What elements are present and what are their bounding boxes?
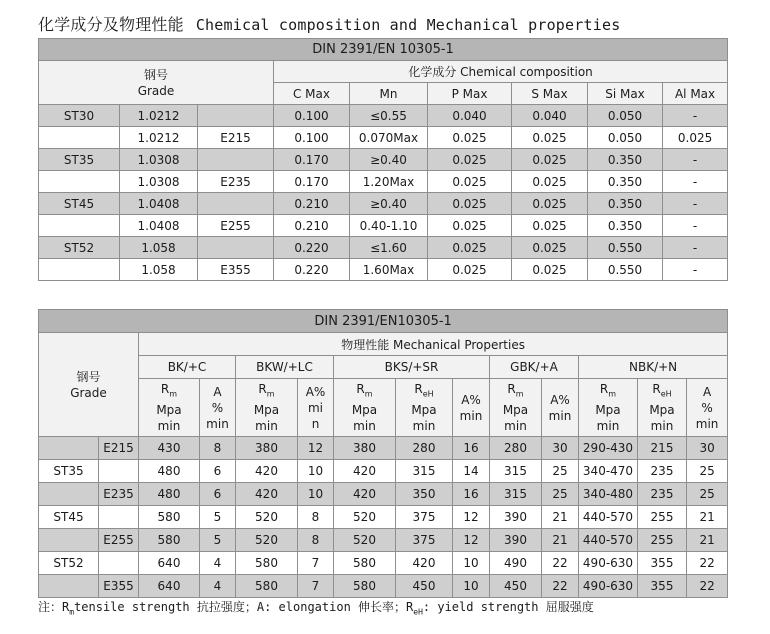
chem-cell: 0.040 bbox=[512, 105, 588, 127]
chem-cell: 0.025 bbox=[428, 215, 512, 237]
mech-cell: 8 bbox=[298, 529, 334, 552]
mech-cell: 255 bbox=[638, 506, 687, 529]
chem-cell: 0.025 bbox=[428, 259, 512, 281]
unit-symbol: $R_m$ bbox=[258, 382, 275, 399]
unit-symbol: A bbox=[213, 384, 222, 399]
chem-cell: 0.210 bbox=[274, 215, 350, 237]
chem-cell: 0.170 bbox=[274, 149, 350, 171]
mech-cell: 215 bbox=[638, 437, 687, 460]
mech-cell: 580 bbox=[236, 575, 298, 598]
chem-cell: 1.0408 bbox=[120, 215, 198, 237]
mech-cell: 480 bbox=[139, 483, 200, 506]
chem-cell: ST30 bbox=[39, 105, 120, 127]
chem-cell bbox=[198, 149, 274, 171]
condition-header: NBK/+N bbox=[579, 356, 728, 379]
chem-cell: - bbox=[663, 259, 728, 281]
unit-header bbox=[236, 379, 298, 437]
unit-min: min bbox=[157, 419, 181, 434]
mech-cell: 350 bbox=[396, 483, 453, 506]
unit-min: min bbox=[353, 419, 376, 434]
mech-cell: 7 bbox=[298, 575, 334, 598]
unit-min: min bbox=[695, 416, 719, 431]
unit-min: min bbox=[596, 419, 620, 434]
mech-cell: 390 bbox=[490, 529, 542, 552]
mech-cell: 6 bbox=[200, 460, 236, 483]
chem-cell: ≥0.40 bbox=[350, 193, 428, 215]
title-en: Chemical composition and Mechanical properties bbox=[195, 16, 621, 34]
composition-header: 化学成分 Chemical composition bbox=[274, 61, 728, 83]
mech-cell: 580 bbox=[334, 552, 396, 575]
mech-cell: 490-630 bbox=[579, 552, 638, 575]
mech-cell: 7 bbox=[298, 552, 334, 575]
mech-cell: E355 bbox=[99, 575, 139, 598]
chem-cell: 1.058 bbox=[120, 259, 198, 281]
chem-cell: - bbox=[663, 215, 728, 237]
mech-cell: 22 bbox=[542, 575, 579, 598]
mech-row bbox=[39, 506, 728, 529]
mech-cell: 315 bbox=[396, 460, 453, 483]
mech-cell bbox=[39, 483, 99, 506]
unit-min: n bbox=[311, 416, 320, 431]
mech-cell: ST52 bbox=[39, 552, 99, 575]
chem-cell: ≤1.60 bbox=[350, 237, 428, 259]
chem-cell bbox=[39, 171, 120, 193]
mech-cell bbox=[99, 460, 139, 483]
chem-cell: ≤0.55 bbox=[350, 105, 428, 127]
chem-cell: 0.025 bbox=[428, 193, 512, 215]
unit-header bbox=[490, 379, 542, 437]
mech-cell: 420 bbox=[236, 460, 298, 483]
unit-symbol: $R_m$ bbox=[356, 382, 373, 399]
chem-cell: E215 bbox=[198, 127, 274, 149]
chem-cell: 0.550 bbox=[588, 259, 663, 281]
unit-subscript: m bbox=[608, 389, 617, 399]
mech-cell: 490 bbox=[490, 552, 542, 575]
mech-table-header: DIN 2391/EN10305-1 bbox=[39, 310, 728, 333]
mech-cell: 8 bbox=[298, 506, 334, 529]
chem-cell: 0.100 bbox=[274, 127, 350, 149]
mech-cell: 520 bbox=[236, 506, 298, 529]
chem-cell: - bbox=[663, 171, 728, 193]
chem-cell: E255 bbox=[198, 215, 274, 237]
unit-label: Mpa bbox=[156, 403, 182, 418]
chem-cell bbox=[198, 105, 274, 127]
chem-cell: - bbox=[663, 237, 728, 259]
chem-cell: 0.025 bbox=[428, 237, 512, 259]
mech-cell: 520 bbox=[334, 506, 396, 529]
mech-cell: 30 bbox=[687, 437, 728, 460]
chem-row bbox=[39, 193, 728, 215]
grade-header bbox=[39, 61, 274, 105]
unit-label: % bbox=[211, 400, 224, 415]
footnote bbox=[38, 598, 594, 616]
chem-row bbox=[39, 171, 728, 193]
chem-table-header: DIN 2391/EN 10305-1 bbox=[39, 39, 728, 61]
mech-cell: 580 bbox=[139, 506, 200, 529]
mech-cell: E255 bbox=[99, 529, 139, 552]
unit-min: min bbox=[650, 419, 674, 434]
mech-row bbox=[39, 460, 728, 483]
condition-header: BK/+C bbox=[139, 356, 236, 379]
chem-cell: 1.0212 bbox=[120, 127, 198, 149]
chem-cell: 0.025 bbox=[428, 149, 512, 171]
mech-cell: 12 bbox=[453, 506, 490, 529]
mech-cell: 21 bbox=[542, 529, 579, 552]
mech-cell: 30 bbox=[542, 437, 579, 460]
mech-cell: 16 bbox=[453, 437, 490, 460]
mech-cell: 420 bbox=[334, 483, 396, 506]
mech-cell: 355 bbox=[638, 552, 687, 575]
title-zh: 化学成分及物理性能 bbox=[38, 15, 184, 34]
unit-symbol: $R_{eH}$ bbox=[652, 382, 672, 399]
mech-cell: 440-570 bbox=[579, 529, 638, 552]
unit-label: Mpa bbox=[253, 403, 280, 418]
unit-header bbox=[298, 379, 334, 437]
mech-cell: 25 bbox=[687, 460, 728, 483]
chem-cell: 0.025 bbox=[512, 259, 588, 281]
note-prefix: 注：R bbox=[38, 600, 70, 614]
mech-cell: 440-570 bbox=[579, 506, 638, 529]
unit-min: min bbox=[255, 419, 278, 434]
grade-en: Grade bbox=[137, 83, 175, 98]
unit-subscript: eH bbox=[660, 389, 672, 399]
unit-label: Mpa bbox=[351, 403, 378, 418]
mech-cell: 580 bbox=[139, 529, 200, 552]
unit-symbol: A% bbox=[305, 384, 326, 399]
chem-cell: E355 bbox=[198, 259, 274, 281]
unit-header bbox=[542, 379, 579, 437]
chemical-composition-table bbox=[38, 38, 728, 281]
unit-header bbox=[687, 379, 728, 437]
chem-cell bbox=[39, 215, 120, 237]
unit-subscript: m bbox=[364, 389, 373, 399]
mech-cell: 14 bbox=[453, 460, 490, 483]
unit-header bbox=[396, 379, 453, 437]
mech-cell: 6 bbox=[200, 483, 236, 506]
mech-cell: 22 bbox=[687, 575, 728, 598]
mech-cell: 315 bbox=[490, 460, 542, 483]
mech-row bbox=[39, 575, 728, 598]
chem-cell: 1.0308 bbox=[120, 171, 198, 193]
mech-cell: 375 bbox=[396, 529, 453, 552]
mech-cell bbox=[99, 552, 139, 575]
chem-cell: 0.350 bbox=[588, 193, 663, 215]
chem-row bbox=[39, 149, 728, 171]
unit-min: min bbox=[459, 408, 483, 423]
mech-cell: 390 bbox=[490, 506, 542, 529]
mech-cell bbox=[39, 437, 99, 460]
mech-cell: 420 bbox=[236, 483, 298, 506]
mech-grade-en: Grade bbox=[70, 385, 107, 400]
unit-label: Mpa bbox=[595, 403, 621, 418]
chem-cell: 0.070Max bbox=[350, 127, 428, 149]
chem-cell: 0.220 bbox=[274, 259, 350, 281]
chem-cell bbox=[39, 259, 120, 281]
mech-cell: 450 bbox=[490, 575, 542, 598]
unit-symbol: A% bbox=[550, 392, 570, 407]
unit-symbol: $R_{eH}$ bbox=[414, 382, 434, 399]
mech-cell: 430 bbox=[139, 437, 200, 460]
chem-cell: 0.025 bbox=[512, 127, 588, 149]
unit-symbol: $R_m$ bbox=[599, 382, 617, 399]
chem-cell: 0.40-1.10 bbox=[350, 215, 428, 237]
chem-cell: - bbox=[663, 193, 728, 215]
mech-cell: 280 bbox=[396, 437, 453, 460]
unit-header bbox=[638, 379, 687, 437]
mech-cell: 450 bbox=[396, 575, 453, 598]
unit-label: Mpa bbox=[649, 403, 675, 418]
chem-row bbox=[39, 259, 728, 281]
mech-cell: 21 bbox=[542, 506, 579, 529]
unit-header bbox=[200, 379, 236, 437]
chem-row bbox=[39, 127, 728, 149]
mech-cell: E215 bbox=[99, 437, 139, 460]
chem-cell: 0.350 bbox=[588, 171, 663, 193]
mech-cell: 580 bbox=[334, 575, 396, 598]
mech-cell: 490-630 bbox=[579, 575, 638, 598]
mech-cell: 290-430 bbox=[579, 437, 638, 460]
mech-cell: 22 bbox=[542, 552, 579, 575]
mech-cell: 520 bbox=[236, 529, 298, 552]
unit-header bbox=[334, 379, 396, 437]
chem-cell: ST45 bbox=[39, 193, 120, 215]
mech-cell: 380 bbox=[236, 437, 298, 460]
chem-cell: ≥0.40 bbox=[350, 149, 428, 171]
mech-cell: 25 bbox=[542, 460, 579, 483]
chem-cell: E235 bbox=[198, 171, 274, 193]
condition-header: BKW/+LC bbox=[236, 356, 334, 379]
mech-cell: 340-480 bbox=[579, 483, 638, 506]
chem-cell: 0.025 bbox=[428, 127, 512, 149]
grade-zh: 钢号 bbox=[143, 67, 168, 82]
unit-symbol: A bbox=[702, 384, 712, 399]
chem-cell: 1.0408 bbox=[120, 193, 198, 215]
mech-cell bbox=[39, 575, 99, 598]
mech-cell: 4 bbox=[200, 575, 236, 598]
chem-cell: ST52 bbox=[39, 237, 120, 259]
unit-symbol: $R_m$ bbox=[160, 382, 178, 399]
unit-subscript: m bbox=[266, 389, 275, 399]
mech-cell: 640 bbox=[139, 575, 200, 598]
mech-grade-zh: 钢号 bbox=[76, 369, 101, 384]
mechanical-properties-table bbox=[38, 309, 728, 598]
chem-cell: 0.025 bbox=[512, 237, 588, 259]
unit-label: mi bbox=[307, 400, 324, 415]
chem-cell: 1.058 bbox=[120, 237, 198, 259]
chem-cell: 0.025 bbox=[428, 171, 512, 193]
unit-label: Mpa bbox=[411, 403, 437, 418]
chem-cell: - bbox=[663, 105, 728, 127]
chem-cell: 1.0308 bbox=[120, 149, 198, 171]
mech-cell: 640 bbox=[139, 552, 200, 575]
mech-cell: 580 bbox=[236, 552, 298, 575]
condition-header: BKS/+SR bbox=[334, 356, 490, 379]
mech-cell: 380 bbox=[334, 437, 396, 460]
mech-cell: 375 bbox=[396, 506, 453, 529]
mech-cell bbox=[99, 506, 139, 529]
chem-cell: 0.170 bbox=[274, 171, 350, 193]
chem-cell: 1.20Max bbox=[350, 171, 428, 193]
chem-cell: 0.025 bbox=[512, 215, 588, 237]
chem-cell: 0.040 bbox=[428, 105, 512, 127]
chem-cell: 0.210 bbox=[274, 193, 350, 215]
chem-cell: 0.350 bbox=[588, 149, 663, 171]
mech-cell: 5 bbox=[200, 529, 236, 552]
unit-subscript: m bbox=[169, 389, 178, 399]
mech-cell: 10 bbox=[453, 575, 490, 598]
chem-cell: 1.60Max bbox=[350, 259, 428, 281]
chem-cell: 0.220 bbox=[274, 237, 350, 259]
mech-cell: ST35 bbox=[39, 460, 99, 483]
element-header: Mn bbox=[350, 83, 428, 105]
note-rm-sub: m bbox=[69, 607, 75, 617]
mech-cell: 12 bbox=[453, 529, 490, 552]
note-reh-sub: eH bbox=[413, 607, 423, 617]
chem-cell: 1.0212 bbox=[120, 105, 198, 127]
chem-row bbox=[39, 105, 728, 127]
element-header: P Max bbox=[428, 83, 512, 105]
chem-cell: 0.350 bbox=[588, 215, 663, 237]
mech-row bbox=[39, 529, 728, 552]
mech-cell: 4 bbox=[200, 552, 236, 575]
unit-min: min bbox=[206, 416, 229, 431]
chem-cell: 0.025 bbox=[512, 171, 588, 193]
chem-cell: 0.025 bbox=[512, 193, 588, 215]
mech-row bbox=[39, 437, 728, 460]
mech-cell: 480 bbox=[139, 460, 200, 483]
mech-cell: 10 bbox=[453, 552, 490, 575]
mech-cell: 280 bbox=[490, 437, 542, 460]
mech-cell: 5 bbox=[200, 506, 236, 529]
element-header: Al Max bbox=[663, 83, 728, 105]
chem-cell: 0.025 bbox=[663, 127, 728, 149]
unit-symbol: $R_m$ bbox=[507, 382, 524, 399]
properties-header: 物理性能 Mechanical Properties bbox=[139, 333, 728, 356]
chem-cell: 0.100 bbox=[274, 105, 350, 127]
mech-cell: ST45 bbox=[39, 506, 99, 529]
condition-header: GBK/+A bbox=[490, 356, 579, 379]
note-reh-text: : yield strength 屈服强度 bbox=[422, 600, 594, 614]
mech-cell: 315 bbox=[490, 483, 542, 506]
unit-label: Mpa bbox=[502, 403, 529, 418]
mech-cell: 235 bbox=[638, 483, 687, 506]
chem-cell: - bbox=[663, 149, 728, 171]
chem-cell bbox=[198, 193, 274, 215]
page-title bbox=[38, 12, 620, 35]
chem-cell bbox=[198, 237, 274, 259]
mech-cell: 340-470 bbox=[579, 460, 638, 483]
chem-cell: ST35 bbox=[39, 149, 120, 171]
unit-subscript: eH bbox=[422, 389, 434, 399]
chem-cell: 0.050 bbox=[588, 127, 663, 149]
chem-row bbox=[39, 237, 728, 259]
mech-cell: 12 bbox=[298, 437, 334, 460]
mech-cell: 25 bbox=[542, 483, 579, 506]
mech-cell: 255 bbox=[638, 529, 687, 552]
chem-cell: 0.550 bbox=[588, 237, 663, 259]
unit-min: min bbox=[504, 419, 527, 434]
unit-min: min bbox=[548, 408, 572, 423]
mech-cell: 10 bbox=[298, 483, 334, 506]
mech-row bbox=[39, 552, 728, 575]
mech-cell: 10 bbox=[298, 460, 334, 483]
unit-header bbox=[579, 379, 638, 437]
chem-cell: 0.050 bbox=[588, 105, 663, 127]
chem-row bbox=[39, 215, 728, 237]
mech-grade-header bbox=[39, 333, 139, 437]
mech-cell: 520 bbox=[334, 529, 396, 552]
mech-cell: 355 bbox=[638, 575, 687, 598]
mech-cell: 420 bbox=[334, 460, 396, 483]
mech-cell: 16 bbox=[453, 483, 490, 506]
mech-cell: 420 bbox=[396, 552, 453, 575]
mech-row bbox=[39, 483, 728, 506]
mech-cell: 22 bbox=[687, 552, 728, 575]
mech-cell: 8 bbox=[200, 437, 236, 460]
unit-symbol: A% bbox=[461, 392, 481, 407]
unit-header bbox=[453, 379, 490, 437]
note-rm-text: tensile strength 抗拉强度；A: elongation 伸长率；R bbox=[74, 600, 414, 614]
mech-cell: 21 bbox=[687, 506, 728, 529]
mech-cell: 25 bbox=[687, 483, 728, 506]
element-header: C Max bbox=[274, 83, 350, 105]
unit-min: min bbox=[412, 419, 436, 434]
mech-cell: 21 bbox=[687, 529, 728, 552]
element-header: S Max bbox=[512, 83, 588, 105]
unit-label: % bbox=[701, 400, 713, 415]
mech-cell bbox=[39, 529, 99, 552]
mech-cell: 235 bbox=[638, 460, 687, 483]
mech-cell: E235 bbox=[99, 483, 139, 506]
unit-subscript: m bbox=[515, 389, 524, 399]
element-header: Si Max bbox=[588, 83, 663, 105]
chem-cell: 0.025 bbox=[512, 149, 588, 171]
unit-header bbox=[139, 379, 200, 437]
chem-cell bbox=[39, 127, 120, 149]
